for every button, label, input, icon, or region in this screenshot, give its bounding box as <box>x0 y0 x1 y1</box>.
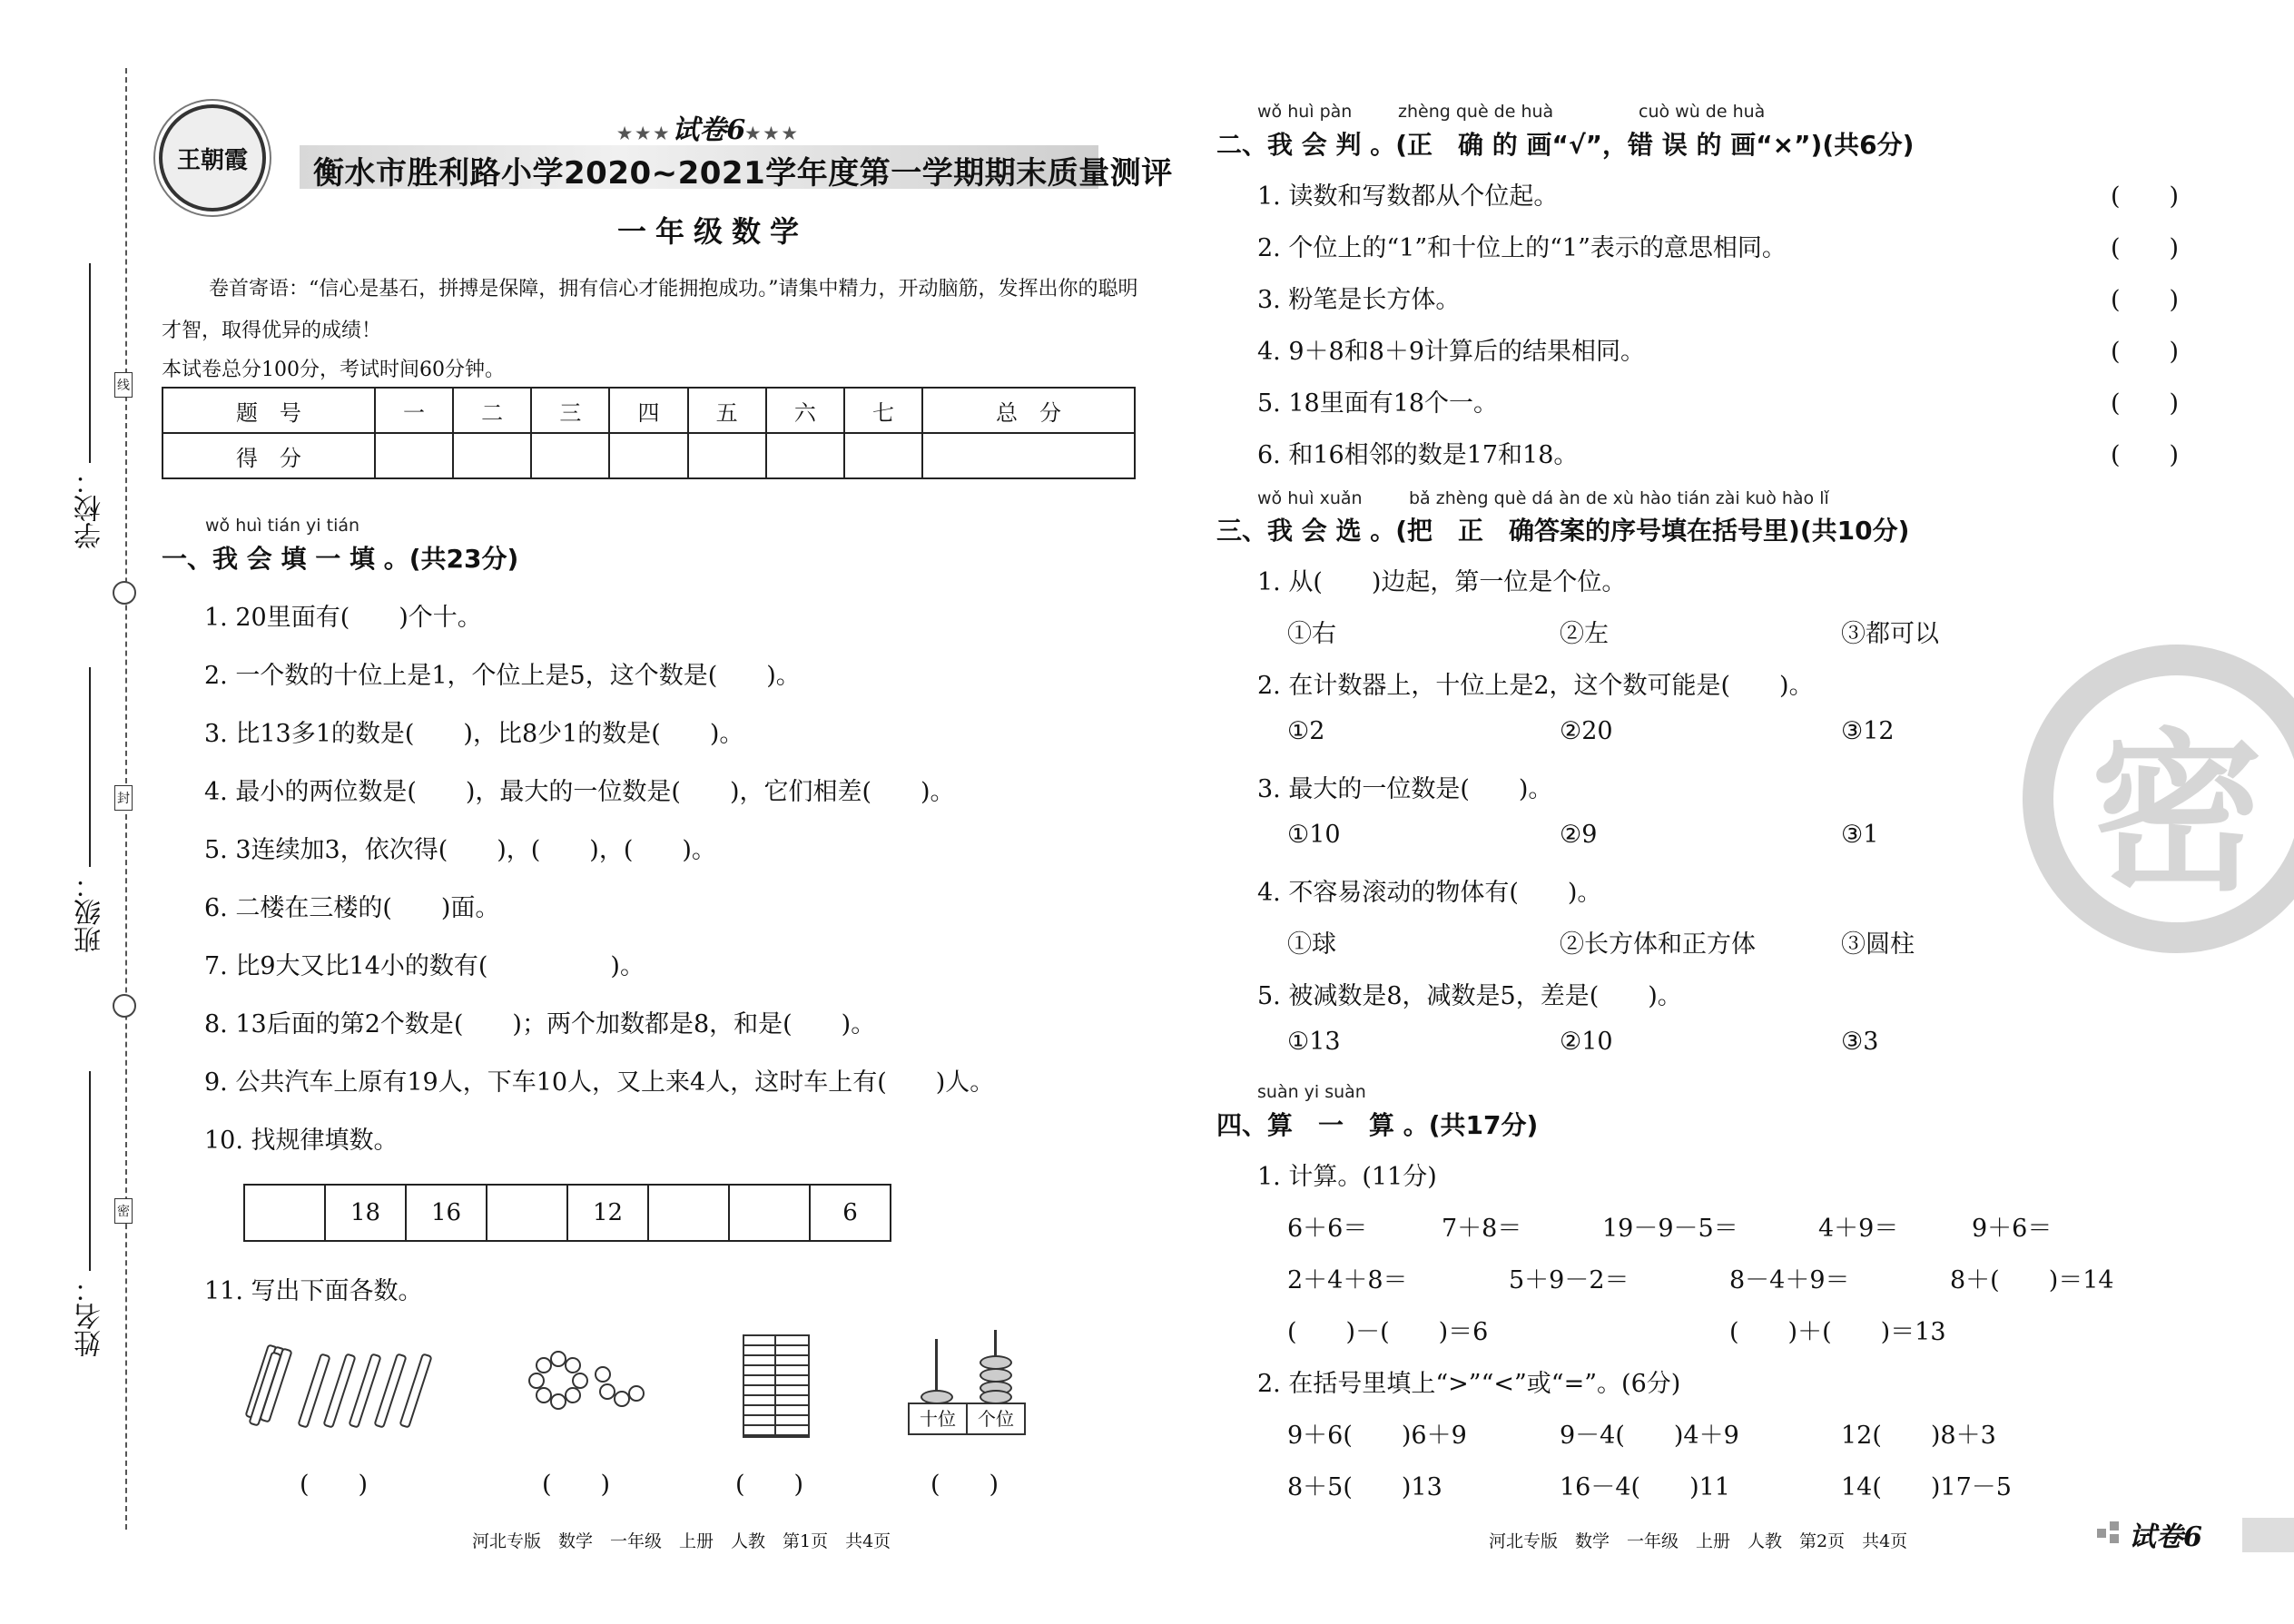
table-row <box>162 388 1135 433</box>
seal-mark-line: 线 <box>114 372 133 398</box>
decor-square-icon <box>2097 1529 2106 1538</box>
seal-mark-secret: 密 <box>114 1198 133 1224</box>
sequence-cell[interactable] <box>729 1185 810 1241</box>
answer-blank[interactable]: ( ) <box>735 1471 804 1499</box>
section3-title: 三、我 会 选 。(把 正 确答案的序号填在括号里)(共10分) <box>1216 516 1910 546</box>
judge-answer-blank[interactable]: ( ) <box>2111 389 2180 418</box>
corner-bar <box>2242 1518 2294 1552</box>
school-field[interactable] <box>89 263 91 463</box>
fill-question-9: 9. 公共汽车上原有19人，下车10人，又上来4人，这时车上有( )人。 <box>204 1068 995 1097</box>
choice-option[interactable]: ①球 <box>1287 930 1336 959</box>
calc-item: 6＋6＝ <box>1287 1215 1368 1243</box>
fill-question-11: 11. 写出下面各数。 <box>204 1277 423 1305</box>
exam-title: 衡水市胜利路小学2020~2021学年度第一学期期末质量测评 <box>313 155 1173 192</box>
calc-part-2: 2. 在括号里填上“>”“<”或“=”。(6分) <box>1257 1370 1681 1398</box>
fill-question-5: 5. 3连续加3，依次得( )，( )，( )。 <box>204 836 716 864</box>
score-cell[interactable] <box>453 433 531 478</box>
judge-answer-blank[interactable]: ( ) <box>2111 182 2180 211</box>
score-cell[interactable] <box>531 433 609 478</box>
choice-option[interactable]: ②9 <box>1560 821 1598 849</box>
footer-right: 河北专版 数学 一年级 上册 人教 第2页 共4页 <box>1489 1531 1908 1551</box>
sequence-cell: 6 <box>810 1185 891 1241</box>
score-cell[interactable] <box>766 433 844 478</box>
name-label: 姓名： <box>74 1275 106 1357</box>
judge-item-6: 6. 和16相邻的数是17和18。 <box>1257 441 1579 469</box>
score-cell[interactable] <box>375 433 453 478</box>
sequence-cell: 18 <box>325 1185 406 1241</box>
fill-question-1: 1. 20里面有( )个十。 <box>204 604 482 632</box>
judge-item-1: 1. 读数和写数都从个位起。 <box>1257 182 1559 211</box>
score-header-cell: 题 号 <box>162 388 375 433</box>
score-header-cell: 六 <box>766 388 844 433</box>
compare-item: 9－4( )4＋9 <box>1560 1422 1739 1450</box>
choice-question-3: 3. 最大的一位数是( )。 <box>1257 775 1553 803</box>
judge-answer-blank[interactable]: ( ) <box>2111 441 2180 469</box>
section3-pinyin: bǎ zhèng què dá àn de xù hào tián zài kuò hào lǐ <box>1409 488 1829 508</box>
judge-item-3: 3. 粉笔是长方体。 <box>1257 286 1461 314</box>
hundred-grid-picture <box>743 1334 810 1438</box>
judge-item-5: 5. 18里面有18个一。 <box>1257 389 1499 418</box>
calc-part-1: 1. 计算。(11分) <box>1257 1163 1437 1191</box>
score-header-cell: 三 <box>531 388 609 433</box>
score-cell[interactable] <box>844 433 922 478</box>
choice-option[interactable]: ②左 <box>1560 620 1609 648</box>
score-cell[interactable] <box>922 433 1135 478</box>
judge-item-4: 4. 9＋8和8＋9计算后的结果相同。 <box>1257 338 1646 366</box>
section2-pinyin: wǒ huì pàn <box>1257 102 1353 122</box>
section2-pinyin: zhèng què de huà <box>1398 102 1554 122</box>
score-row-label: 得 分 <box>162 433 375 478</box>
choice-question-1: 1. 从( )边起，第一位是个位。 <box>1257 568 1627 596</box>
calc-item: ( )＋( )＝13 <box>1729 1318 1946 1346</box>
exam-note: 本试卷总分100分，考试时间60分钟。 <box>162 359 505 381</box>
compare-item: 9＋6( )6＋9 <box>1287 1422 1467 1450</box>
choice-option[interactable]: ①2 <box>1287 717 1325 745</box>
decor-square-icon <box>2110 1534 2119 1543</box>
table-row <box>244 1185 891 1241</box>
calc-item: 9＋6＝ <box>1972 1215 2053 1243</box>
fill-question-3: 3. 比13多1的数是( )，比8少1的数是( )。 <box>204 720 744 748</box>
judge-answer-blank[interactable]: ( ) <box>2111 338 2180 366</box>
calc-item: 8＋( )＝14 <box>1950 1266 2114 1294</box>
choice-option[interactable]: ③圆柱 <box>1841 930 1915 959</box>
section2-pinyin: cuò wù de huà <box>1639 102 1766 122</box>
score-cell[interactable] <box>609 433 687 478</box>
abacus-tens-label: 十位 <box>910 1404 968 1433</box>
choice-option[interactable]: ③12 <box>1841 717 1895 745</box>
abacus-picture <box>908 1330 1024 1434</box>
section1-title: 一、我 会 填 一 填 。(共23分) <box>162 544 519 574</box>
section3-pinyin: wǒ huì xuǎn <box>1257 488 1363 508</box>
calc-item: 2＋4＋8＝ <box>1287 1266 1408 1294</box>
compare-item: 8＋5( )13 <box>1287 1473 1442 1501</box>
choice-question-2: 2. 在计数器上，十位上是2，这个数可能是( )。 <box>1257 672 1814 700</box>
subject-title: 一年级数学 <box>617 214 809 249</box>
score-header-cell: 四 <box>609 388 687 433</box>
choice-option[interactable]: ②20 <box>1560 717 1613 745</box>
paper-number: ★★★试卷6★★★ <box>617 114 801 146</box>
answer-blank[interactable]: ( ) <box>542 1471 611 1499</box>
choice-option[interactable]: ①10 <box>1287 821 1341 849</box>
binding-hole-icon <box>113 994 136 1018</box>
answer-blank[interactable]: ( ) <box>930 1471 999 1499</box>
calc-item: ( )－( )＝6 <box>1287 1318 1489 1346</box>
abacus-ones-label: 个位 <box>978 1408 1014 1430</box>
secret-stamp-icon: 密 <box>2023 645 2294 953</box>
choice-question-5: 5. 被减数是8，减数是5，差是( )。 <box>1257 982 1682 1010</box>
fill-question-4: 4. 最小的两位数是( )，最大的一位数是( )，它们相差( )。 <box>204 778 955 806</box>
compare-item: 12( )8＋3 <box>1841 1422 1996 1450</box>
calc-item: 19－9－5＝ <box>1602 1215 1738 1243</box>
section4-pinyin: suàn yi suàn <box>1257 1082 1366 1102</box>
compare-item: 14( )17－5 <box>1841 1473 2012 1501</box>
section1-pinyin: wǒ huì tián yi tián <box>205 516 360 536</box>
score-header-cell: 七 <box>844 388 922 433</box>
score-header-cell: 五 <box>688 388 766 433</box>
name-field[interactable] <box>89 1071 91 1271</box>
fill-question-2: 2. 一个数的十位上是1，个位上是5，这个数是( )。 <box>204 662 801 690</box>
choice-option[interactable]: ②10 <box>1560 1028 1613 1056</box>
section2-title: 二、我 会 判 。(正 确 的 画“√”，错 误 的 画“×”)(共6分) <box>1216 130 1915 160</box>
choice-option[interactable]: ③3 <box>1841 1028 1879 1056</box>
judge-item-2: 2. 个位上的“1”和十位上的“1”表示的意思相同。 <box>1257 234 1787 262</box>
score-header-cell: 二 <box>453 388 531 433</box>
fill-question-10: 10. 找规律填数。 <box>204 1127 399 1155</box>
choice-option[interactable]: ①13 <box>1287 1028 1341 1056</box>
seal-mark-seal: 封 <box>114 785 133 811</box>
calc-item: 8－4＋9＝ <box>1729 1266 1850 1294</box>
judge-answer-blank[interactable]: ( ) <box>2111 286 2180 314</box>
choice-option[interactable]: ②长方体和正方体 <box>1560 930 1756 959</box>
calc-item: 7＋8＝ <box>1442 1215 1522 1243</box>
sequence-cell[interactable] <box>487 1185 567 1241</box>
decor-square-icon <box>2110 1521 2119 1530</box>
choice-question-4: 4. 不容易滚动的物体有( )。 <box>1257 879 1602 907</box>
score-table <box>162 387 1136 479</box>
sequence-cell: 12 <box>567 1185 648 1241</box>
paper-tag: 试卷6 <box>2129 1521 2202 1553</box>
binding-hole-icon <box>113 581 136 605</box>
choice-option[interactable]: ③1 <box>1841 821 1879 849</box>
footer-left: 河北专版 数学 一年级 上册 人教 第1页 共4页 <box>472 1531 891 1551</box>
section4-title: 四、算 一 算 。(共17分) <box>1216 1110 1539 1140</box>
sequence-cell[interactable] <box>648 1185 729 1241</box>
fill-question-7: 7. 比9大又比14小的数有( )。 <box>204 952 645 980</box>
calc-item: 5＋9－2＝ <box>1509 1266 1629 1294</box>
pattern-sequence-table <box>243 1184 891 1242</box>
score-header-cell: 一 <box>375 388 453 433</box>
brand-logo: 王朝霞 <box>159 104 266 212</box>
choice-option[interactable]: ③都可以 <box>1841 620 1939 648</box>
class-label: 班级： <box>74 871 106 953</box>
sequence-cell: 16 <box>406 1185 487 1241</box>
school-label: 学校： <box>74 468 106 549</box>
motto-text: 卷首寄语：“信心是基石，拼搏是保障，拥有信心才能拥抱成功。”请集中精力，开动脑筋，发挥出你的聪明才智，取得优异的成绩！ <box>162 278 1138 342</box>
score-header-cell: 总 分 <box>922 388 1135 433</box>
calc-item: 4＋9＝ <box>1818 1215 1899 1243</box>
judge-answer-blank[interactable]: ( ) <box>2111 234 2180 262</box>
fill-question-6: 6. 二楼在三楼的( )面。 <box>204 894 500 922</box>
answer-blank[interactable]: ( ) <box>300 1471 369 1499</box>
choice-option[interactable]: ①右 <box>1287 620 1336 648</box>
class-field[interactable] <box>89 667 91 867</box>
score-cell[interactable] <box>688 433 766 478</box>
sequence-cell[interactable] <box>244 1185 325 1241</box>
compare-item: 16－4( )11 <box>1560 1473 1730 1501</box>
table-row <box>162 433 1135 478</box>
fill-question-8: 8. 13后面的第2个数是( )；两个加数都是8，和是( )。 <box>204 1010 876 1038</box>
